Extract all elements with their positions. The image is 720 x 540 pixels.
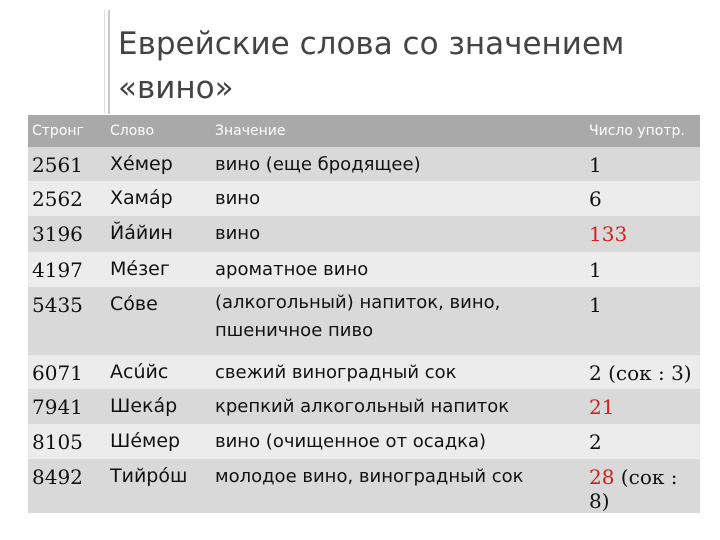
cell-strong: 8105: [28, 424, 106, 459]
cell-meaning: ароматное вино: [211, 252, 585, 287]
cell-count: [585, 181, 700, 216]
cell-strong: 2561: [28, 147, 106, 181]
cell-count: [585, 424, 700, 459]
page-title: [118, 22, 678, 110]
count-value: 1: [589, 293, 602, 317]
count-red-value: 133: [589, 222, 628, 246]
title-accent-line-thin: [104, 10, 105, 114]
table-row: [28, 216, 700, 252]
count-red-value: 21: [589, 395, 615, 419]
cell-meaning: вино: [211, 216, 585, 252]
table-row: [28, 181, 700, 216]
count-value: 2: [589, 430, 602, 454]
page-title-line1: Еврейские слова со значением: [118, 26, 625, 62]
cell-word: Ше́мер: [106, 424, 211, 459]
hebrew-wine-words-table: [28, 115, 700, 513]
cell-count: [585, 287, 700, 355]
table-row: [28, 389, 700, 424]
cell-count: [585, 252, 700, 287]
header-strong: Стронг: [28, 115, 106, 147]
count-red-value: 28: [589, 465, 615, 489]
header-meaning: Значение: [211, 115, 585, 147]
cell-word: Хе́мер: [106, 147, 211, 181]
title-accent-line: [108, 10, 110, 114]
header-count: Число употр.: [585, 115, 700, 147]
cell-meaning: вино: [211, 181, 585, 216]
cell-meaning: вино (очищенное от осадка): [211, 424, 585, 459]
cell-meaning: молодое вино, виноградный сок: [211, 459, 585, 513]
table-row: [28, 459, 700, 513]
cell-count: [585, 147, 700, 181]
cell-strong: 2562: [28, 181, 106, 216]
cell-word: Хама́р: [106, 181, 211, 216]
cell-strong: 5435: [28, 287, 106, 355]
cell-word: Тийро́ш: [106, 459, 211, 513]
header-word: Слово: [106, 115, 211, 147]
cell-count: [585, 355, 700, 389]
cell-word: Йа́йин: [106, 216, 211, 252]
cell-count: [585, 389, 700, 424]
cell-count: [585, 459, 700, 513]
count-value: 1: [589, 153, 602, 177]
table-header-row: [28, 115, 700, 147]
cell-strong: 8492: [28, 459, 106, 513]
table-row: [28, 424, 700, 459]
count-value: 6: [589, 187, 602, 211]
table-row: [28, 355, 700, 389]
cell-strong: 7941: [28, 389, 106, 424]
count-value: 1: [589, 258, 602, 282]
cell-meaning: свежий виноградный сок: [211, 355, 585, 389]
cell-meaning: крепкий алкогольный напиток: [211, 389, 585, 424]
count-extra: (сок : 8): [589, 465, 678, 513]
cell-strong: 3196: [28, 216, 106, 252]
cell-word: Ме́зег: [106, 252, 211, 287]
cell-word: Шека́р: [106, 389, 211, 424]
table-row: [28, 287, 700, 355]
cell-strong: 4197: [28, 252, 106, 287]
page-title-line2: «вино»: [118, 70, 234, 106]
cell-strong: 6071: [28, 355, 106, 389]
cell-meaning: (алкогольный) напиток, вино, пшеничное пиво: [211, 287, 585, 355]
cell-word: Со́ве: [106, 287, 211, 355]
table-row: [28, 147, 700, 181]
cell-meaning: вино (еще бродящее): [211, 147, 585, 181]
count-value: 2 (сок : 3): [589, 361, 692, 385]
table-row: [28, 252, 700, 287]
cell-word: Асúйс: [106, 355, 211, 389]
cell-count: [585, 216, 700, 252]
